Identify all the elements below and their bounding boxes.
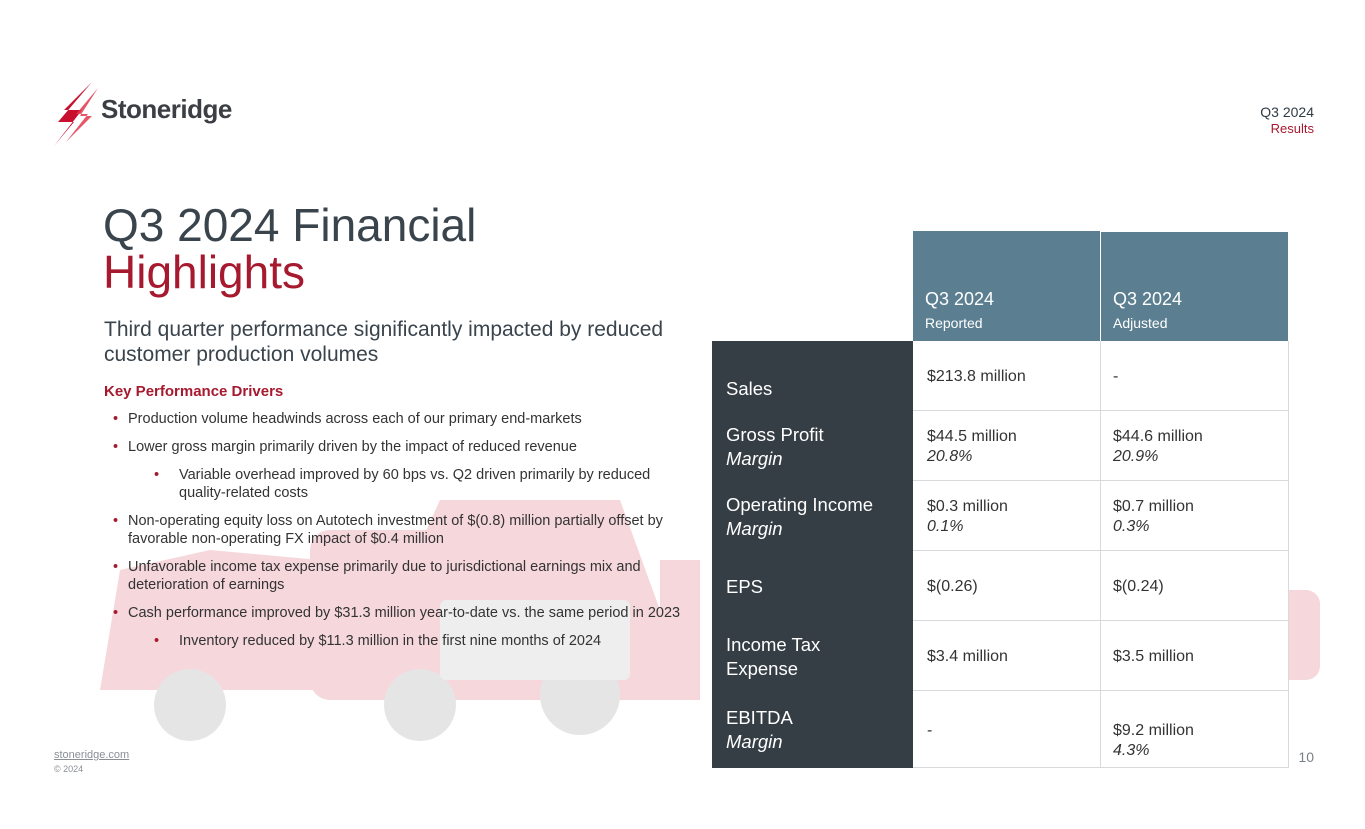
cell-value: $44.5 million xyxy=(927,428,1017,445)
page-subtitle: Third quarter performance significantly impacted by reduced customer production volumes xyxy=(104,318,664,366)
row-header-eps xyxy=(712,551,913,621)
bullet-icon: • xyxy=(113,513,119,529)
list-item xyxy=(113,438,698,456)
row-sublabel: Margin xyxy=(726,448,783,469)
table-cell xyxy=(913,621,1101,691)
drivers-list xyxy=(113,410,698,660)
table-cell xyxy=(1101,551,1289,621)
column-header-title: Q3 2024 xyxy=(925,289,995,309)
table-cell xyxy=(913,691,1101,768)
column-header-reported xyxy=(913,231,1100,341)
bullet-icon: • xyxy=(154,467,160,483)
list-item xyxy=(113,558,698,594)
list-item xyxy=(113,466,698,502)
row-header-sales xyxy=(712,341,913,411)
table-cell xyxy=(913,481,1101,551)
list-item xyxy=(113,604,698,622)
table-cell xyxy=(1101,481,1289,551)
list-item-text: Variable overhead improved by 60 bps vs. Q2 driven primarily by reduced quality-related costs xyxy=(179,467,651,501)
table-cell xyxy=(913,551,1101,621)
bullet-icon: • xyxy=(113,605,119,621)
cell-value: - xyxy=(1113,368,1119,385)
row-header-ebitda xyxy=(712,691,913,768)
list-item-text: Production volume headwinds across each of our primary end-markets xyxy=(128,411,582,427)
row-label: Sales xyxy=(726,378,773,399)
bullet-icon: • xyxy=(113,411,119,427)
cell-value: - xyxy=(927,722,933,739)
column-header-title: Q3 2024 xyxy=(1113,289,1183,309)
website-link[interactable]: stoneridge.com xyxy=(54,749,130,761)
cell-subvalue: 0.1% xyxy=(927,518,964,535)
list-item-text: Non-operating equity loss on Autotech investment of $(0.8) million partially offset by favorable non-operating FX impact of $0.4 million xyxy=(128,513,663,547)
row-sublabel: Margin xyxy=(726,731,783,752)
row-header-income-tax xyxy=(712,621,913,691)
row-label: Operating Income xyxy=(726,494,874,515)
table-cell xyxy=(1101,621,1289,691)
cell-value: $0.3 million xyxy=(927,498,1008,515)
page-title-line1: Q3 2024 Financial xyxy=(103,199,477,251)
row-label: EBITDA xyxy=(726,707,793,728)
cell-subvalue: 0.3% xyxy=(1113,518,1150,535)
row-label: Income Tax xyxy=(726,634,821,655)
page-title-line2: Highlights xyxy=(103,246,305,298)
table-cell xyxy=(913,411,1101,481)
page-number: 10 xyxy=(1298,749,1314,765)
table-cell xyxy=(1101,691,1289,768)
cell-value: $213.8 million xyxy=(927,368,1026,385)
list-item-text: Lower gross margin primarily driven by the impact of reduced revenue xyxy=(128,439,577,455)
cell-value: $3.4 million xyxy=(927,648,1008,665)
column-header-subtitle: Adjusted xyxy=(1113,315,1168,331)
row-label: Gross Profit xyxy=(726,424,824,445)
table-cell xyxy=(1101,341,1289,411)
drivers-heading: Key Performance Drivers xyxy=(104,383,284,400)
bullet-icon: • xyxy=(113,559,119,575)
row-header-operating-income xyxy=(712,481,913,551)
bullet-icon: • xyxy=(154,633,160,649)
section-tag-period: Q3 2024 xyxy=(1260,104,1314,120)
section-tag-label: Results xyxy=(1270,121,1314,136)
row-header-gross-profit xyxy=(712,411,913,481)
cell-subvalue: 20.8% xyxy=(927,448,973,465)
table-cell xyxy=(1101,411,1289,481)
cell-subvalue: 20.9% xyxy=(1113,448,1159,465)
cell-value: $44.6 million xyxy=(1113,428,1203,445)
bullet-icon: • xyxy=(113,439,119,455)
row-sublabel: Expense xyxy=(726,658,798,679)
row-label: EPS xyxy=(726,576,764,597)
row-sublabel: Margin xyxy=(726,518,783,539)
cell-value: $9.2 million xyxy=(1113,722,1194,739)
list-item xyxy=(113,410,698,428)
list-item-text: Inventory reduced by $11.3 million in the first nine months of 2024 xyxy=(179,633,602,649)
list-item-text: Unfavorable income tax expense primarily due to jurisdictional earnings mix and deterioration of earnings xyxy=(128,559,641,593)
list-item xyxy=(113,632,698,650)
column-header-adjusted xyxy=(1101,232,1288,341)
cell-value: $(0.26) xyxy=(927,578,978,595)
section-tag xyxy=(1260,104,1314,137)
table-cell xyxy=(913,341,1101,411)
list-item-text: Cash performance improved by $31.3 million year-to-date vs. the same period in 2023 xyxy=(128,605,681,621)
cell-subvalue: 4.3% xyxy=(1113,742,1150,759)
brand-wordmark: Stoneridge xyxy=(101,94,232,124)
copyright-text: © 2024 xyxy=(54,764,84,774)
cell-value: $(0.24) xyxy=(1113,578,1164,595)
cell-value: $0.7 million xyxy=(1113,498,1194,515)
column-header-subtitle: Reported xyxy=(925,315,983,331)
cell-value: $3.5 million xyxy=(1113,648,1194,665)
list-item xyxy=(113,512,698,548)
